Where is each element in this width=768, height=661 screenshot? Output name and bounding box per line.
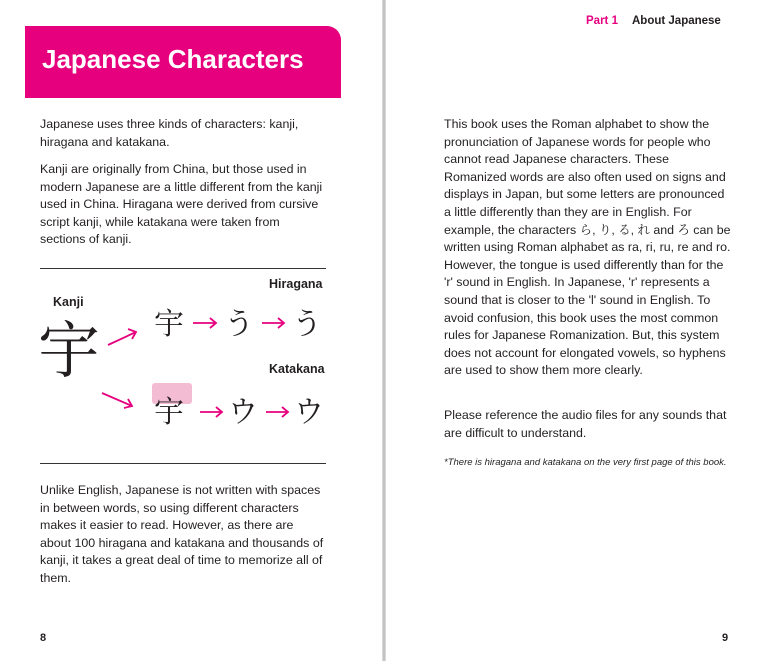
page-number-left: 8 xyxy=(40,632,47,644)
arrow-hiragana-1 xyxy=(193,318,216,328)
origin-paragraph: Kanji are originally from China, but those used in modern Japanese are a little different from the kanji used in China. Hiragana were derived from cursive script kanji, while katakana were taken from sections of kanji. xyxy=(40,162,323,247)
footnote: *There is hiragana and katakana on the very first page of this book. xyxy=(444,457,727,468)
hiragana-label: Hiragana xyxy=(269,277,323,291)
arrow-kanji-to-hiragana xyxy=(108,329,136,345)
katakana-step-1: 宇 xyxy=(154,395,184,430)
page-number-right: 9 xyxy=(722,632,729,644)
divider-bottom xyxy=(40,463,326,464)
audio-paragraph: Please reference the audio files for any sounds that are difficult to understand. xyxy=(444,408,727,440)
kanji-large-char: 宇 xyxy=(38,314,101,387)
kanji-label: Kanji xyxy=(53,295,84,309)
hiragana-step-1: 宇 xyxy=(154,307,184,342)
character-derivation-diagram xyxy=(36,290,346,440)
arrow-kanji-to-katakana xyxy=(102,393,132,408)
running-header-title: About Japanese xyxy=(632,15,721,27)
intro-paragraph: Japanese uses three kinds of characters: kanji, hiragana and katakana. xyxy=(40,117,299,149)
left-page xyxy=(0,0,383,661)
hiragana-step-2: う xyxy=(224,307,254,342)
page-title: Japanese Characters xyxy=(42,44,304,74)
romanization-paragraph: This book uses the Roman alphabet to show the pronunciation of Japanese words for people who cannot read Japanese characters. These Romanized words are also often used on signs and displays in Japan, but some letters are pronounced a little differently than they are in English. For example, the characters ら, り, る, れ and ろ can be written using Roman alphabet as ra, ri, ru, re and ro. However, the tongue is used differently than for the 'r' sound in English. In Japanese, 'r' represents a sound that is closer to the 'l' sound in English. To avoid confusion, this book uses the most common rules for Japanese Romanization. But, this system does not account for elongated vowels, so hyphens are used to show them more clearly. xyxy=(444,117,731,378)
right-page xyxy=(386,0,768,661)
arrow-katakana-2 xyxy=(266,407,288,417)
katakana-step-2: ウ xyxy=(228,395,258,430)
arrow-katakana-1 xyxy=(200,407,222,417)
writing-paragraph: Unlike English, Japanese is not written with spaces in between words, so using different characters makes it easier to read. However, as there are about 100 hiragana and katakana and thousands of kanji, it takes a great deal of time to memorize all of them. xyxy=(40,483,324,585)
katakana-label: Katakana xyxy=(269,362,325,376)
running-header-part: Part 1 xyxy=(586,15,618,27)
hiragana-step-3: う xyxy=(292,307,322,342)
arrow-hiragana-2 xyxy=(262,318,284,328)
katakana-row xyxy=(102,393,324,430)
title-banner xyxy=(25,26,341,98)
divider-top xyxy=(40,268,326,269)
katakana-step-3: ウ xyxy=(294,395,324,430)
hiragana-row xyxy=(108,307,322,345)
